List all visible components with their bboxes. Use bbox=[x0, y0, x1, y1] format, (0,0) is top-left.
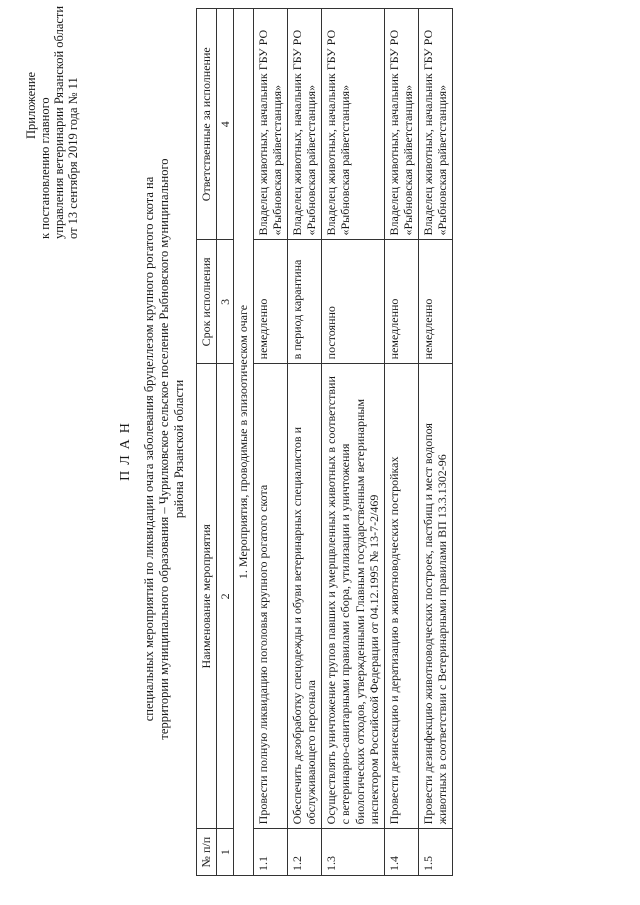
row-number: 1.5 bbox=[418, 829, 452, 876]
measure-term: немедленно bbox=[384, 240, 418, 364]
row-number: 1.1 bbox=[253, 829, 287, 876]
table-row bbox=[287, 9, 321, 876]
table-row bbox=[418, 9, 452, 876]
column-header: Ответственные за исполнение bbox=[197, 9, 217, 241]
plan-subtitle-line: района Рязанской области bbox=[172, 379, 186, 519]
measure-responsible: Владелец животных, начальник ГБУ РО «Рыбновская райветстанция» bbox=[321, 9, 384, 241]
measure-responsible: Владелец животных, начальник ГБУ РО «Рыбновская райветстанция» bbox=[418, 9, 452, 241]
table-row bbox=[384, 9, 418, 876]
row-number: 1.4 bbox=[384, 829, 418, 876]
row-number: 1.2 bbox=[287, 829, 321, 876]
header-line: к постановлению главного bbox=[38, 97, 52, 239]
column-header: Срок исполнения bbox=[197, 240, 217, 364]
column-header: Наименование мероприятия bbox=[197, 364, 217, 829]
plan-title: ПЛАН bbox=[118, 417, 133, 481]
attachment-header bbox=[24, 5, 80, 239]
table-row bbox=[253, 9, 287, 876]
measure-responsible: Владелец животных, начальник ГБУ РО «Рыбновская райветстанция» bbox=[253, 9, 287, 241]
plan-subtitle-line: специальных мероприятий по ликвидации очага заболевания бруцеллезом крупного рогатого скота на bbox=[142, 176, 156, 722]
measure-name: Обеспечить дезобработку спецодежды и обуви ветеринарных специалистов и обслуживающего персонала bbox=[287, 364, 321, 829]
header-line: от 13 сентября 2019 года № 11 bbox=[66, 77, 80, 239]
section-title: 1. Мероприятия, проводимые в эпизоотическом очаге bbox=[234, 9, 254, 876]
section-row bbox=[234, 9, 254, 876]
column-number: 3 bbox=[216, 240, 234, 364]
table-row bbox=[321, 9, 384, 876]
column-number: 4 bbox=[216, 9, 234, 241]
plan-subtitle-line: территории муниципального образования – Чурилковское сельское поселение Рыбновского муниципального bbox=[157, 158, 171, 740]
measure-name: Осуществлять уничтожение трупов павших и умерщвленных животных в соответствии с ветеринарно-санитарными правилами сбора, утилизации и уничтожения биологических отходов, утвержденными Главным государственным ветеринарным инспектором Российской Федерации от 04.12.1995 № 13-7-2/469 bbox=[321, 364, 384, 829]
row-number: 1.3 bbox=[321, 829, 384, 876]
column-header: № п/п bbox=[197, 829, 217, 876]
measure-term: немедленно bbox=[418, 240, 452, 364]
measure-responsible: Владелец животных, начальник ГБУ РО «Рыбновская райветстанция» bbox=[287, 9, 321, 241]
column-number: 1 bbox=[216, 829, 234, 876]
document-page bbox=[18, 5, 628, 884]
table-header-row bbox=[197, 9, 217, 876]
measure-name: Провести дезинсекцию и дератизацию в животноводческих постройках bbox=[384, 364, 418, 829]
measures-table bbox=[196, 8, 453, 876]
measure-term: постоянно bbox=[321, 240, 384, 364]
measure-name: Провести полную ликвидацию поголовья крупного рогатого скота bbox=[253, 364, 287, 829]
header-line: управления ветеринарии Рязанской области bbox=[52, 5, 66, 239]
column-number-row bbox=[216, 9, 234, 876]
measure-term: в период карантина bbox=[287, 240, 321, 364]
column-number: 2 bbox=[216, 364, 234, 829]
measure-name: Провести дезинфекцию животноводческих построек, пастбищ и мест водопоя животных в соответствии с Ветеринарными правилами ВП 13.3.1302-96 bbox=[418, 364, 452, 829]
measure-term: немедленно bbox=[253, 240, 287, 364]
header-line: Приложение bbox=[24, 71, 38, 139]
measure-responsible: Владелец животных, начальник ГБУ РО «Рыбновская райветстанция» bbox=[384, 9, 418, 241]
